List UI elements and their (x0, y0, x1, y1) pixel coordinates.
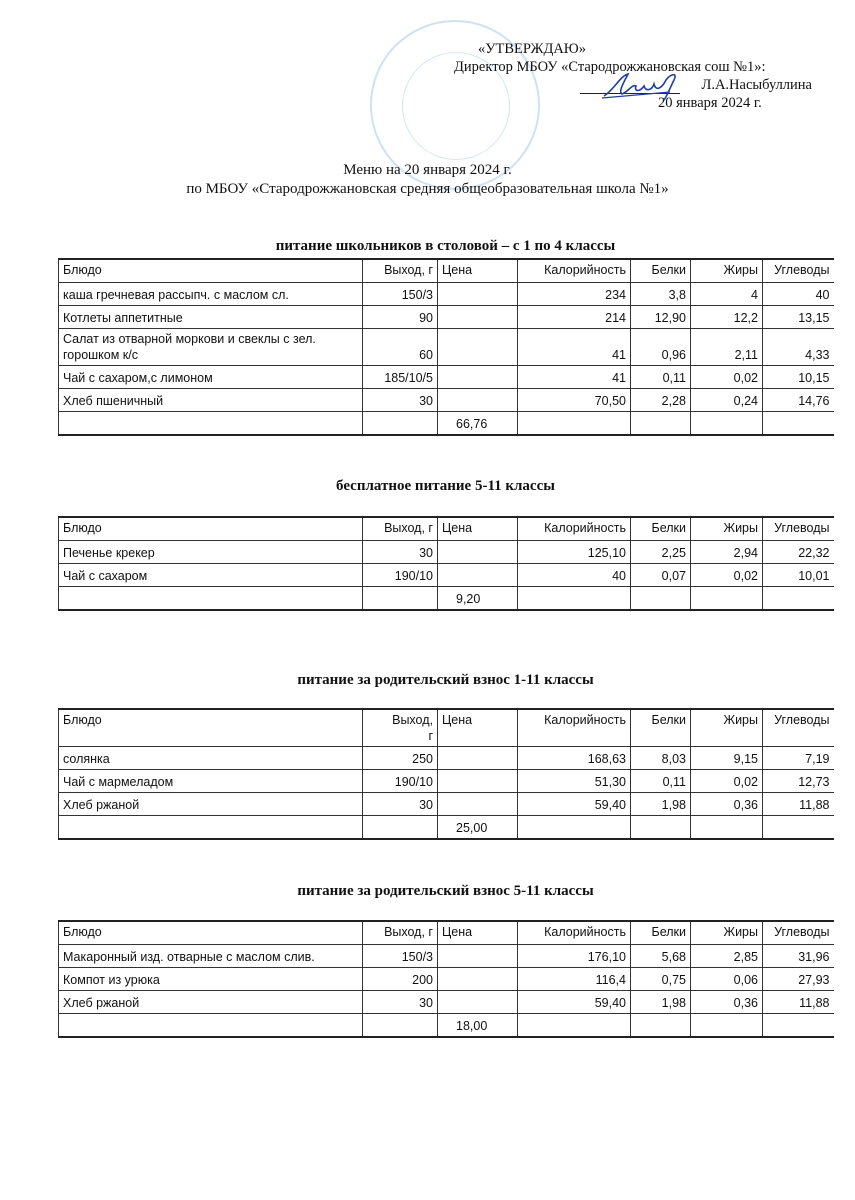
col-price: Цена (438, 709, 518, 747)
table-row (59, 991, 834, 1014)
kcal: 70,50 (518, 389, 631, 412)
signature-icon (600, 70, 690, 102)
protein: 5,68 (631, 945, 691, 968)
dish: Хлеб ржаной (59, 991, 363, 1014)
price (438, 366, 518, 389)
output: 150/3 (363, 945, 438, 968)
approval-position: Директор МБОУ «Стародрожжановская сош №1»: (454, 59, 766, 75)
price (438, 793, 518, 816)
kcal: 40 (518, 564, 631, 587)
dish: Чай с сахаром,с лимоном (59, 366, 363, 389)
section-title-2: бесплатное питание 5-11 классы (336, 478, 555, 494)
fat: 2,11 (691, 329, 763, 366)
col-protein: Белки (631, 921, 691, 945)
col-kcal: Калорийность (518, 259, 631, 283)
total-price: 66,76 (438, 412, 518, 436)
price (438, 945, 518, 968)
col-protein: Белки (631, 259, 691, 283)
dish: Чай с сахаром (59, 564, 363, 587)
protein: 2,25 (631, 541, 691, 564)
fat: 0,36 (691, 793, 763, 816)
col-price: Цена (438, 921, 518, 945)
col-price: Цена (438, 517, 518, 541)
fat: 2,85 (691, 945, 763, 968)
kcal: 41 (518, 366, 631, 389)
section-title-3: питание за родительский взнос 1-11 классы (297, 672, 594, 688)
col-protein: Белки (631, 709, 691, 747)
carbs: 13,15 (763, 306, 834, 329)
col-dish: Блюдо (59, 709, 363, 747)
dish: Печенье крекер (59, 541, 363, 564)
protein: 12,90 (631, 306, 691, 329)
price (438, 564, 518, 587)
col-output: Выход, г (363, 709, 438, 747)
kcal: 59,40 (518, 793, 631, 816)
total-price: 9,20 (438, 587, 518, 611)
menu-table-free-5-11 (58, 516, 834, 611)
price (438, 968, 518, 991)
output: 30 (363, 793, 438, 816)
total-row (59, 587, 834, 611)
col-output: Выход, г (363, 517, 438, 541)
approval-name: Л.А.Насыбуллина (701, 77, 812, 93)
col-price: Цена (438, 259, 518, 283)
approval-heading: «УТВЕРЖДАЮ» (478, 41, 586, 57)
menu-title: Меню на 20 января 2024 г. (343, 162, 512, 178)
kcal: 168,63 (518, 747, 631, 770)
protein: 0,11 (631, 366, 691, 389)
col-carbs: Углеводы (763, 517, 834, 541)
protein: 0,75 (631, 968, 691, 991)
protein: 0,11 (631, 770, 691, 793)
col-kcal: Калорийность (518, 921, 631, 945)
col-dish: Блюдо (59, 517, 363, 541)
carbs: 10,15 (763, 366, 834, 389)
price (438, 747, 518, 770)
col-carbs: Углеводы (763, 709, 834, 747)
dish: каша гречневая рассыпч. с маслом сл. (59, 283, 363, 306)
table-row (59, 541, 834, 564)
price (438, 329, 518, 366)
dish: Чай с мармеладом (59, 770, 363, 793)
fat: 0,02 (691, 366, 763, 389)
dish: Котлеты аппетитные (59, 306, 363, 329)
carbs: 22,32 (763, 541, 834, 564)
protein: 8,03 (631, 747, 691, 770)
output: 90 (363, 306, 438, 329)
col-dish: Блюдо (59, 921, 363, 945)
output: 30 (363, 541, 438, 564)
table-row (59, 389, 834, 412)
kcal: 234 (518, 283, 631, 306)
table-row (59, 968, 834, 991)
total-price: 18,00 (438, 1014, 518, 1038)
output: 185/10/5 (363, 366, 438, 389)
approval-date: 20 января 2024 г. (658, 95, 762, 111)
fat: 0,06 (691, 968, 763, 991)
carbs: 10,01 (763, 564, 834, 587)
output: 30 (363, 991, 438, 1014)
output: 60 (363, 329, 438, 366)
carbs: 31,96 (763, 945, 834, 968)
table-row (59, 283, 834, 306)
table-header (59, 709, 834, 747)
menu-table-parental-1-11 (58, 708, 834, 840)
col-fat: Жиры (691, 517, 763, 541)
col-output: Выход, г (363, 259, 438, 283)
total-row (59, 412, 834, 436)
fat: 9,15 (691, 747, 763, 770)
table-header (59, 517, 834, 541)
table-row (59, 945, 834, 968)
output: 30 (363, 389, 438, 412)
section-title-4: питание за родительский взнос 5-11 классы (297, 883, 594, 899)
output: 150/3 (363, 283, 438, 306)
carbs: 14,76 (763, 389, 834, 412)
protein: 2,28 (631, 389, 691, 412)
dish: Макаронный изд. отварные с маслом слив. (59, 945, 363, 968)
kcal: 51,30 (518, 770, 631, 793)
fat: 2,94 (691, 541, 763, 564)
total-row (59, 1014, 834, 1038)
table-row (59, 564, 834, 587)
fat: 0,36 (691, 991, 763, 1014)
table-row (59, 770, 834, 793)
fat: 4 (691, 283, 763, 306)
col-dish: Блюдо (59, 259, 363, 283)
protein: 0,07 (631, 564, 691, 587)
fat: 12,2 (691, 306, 763, 329)
col-carbs: Углеводы (763, 259, 834, 283)
dish: солянка (59, 747, 363, 770)
table-row (59, 747, 834, 770)
protein: 1,98 (631, 991, 691, 1014)
protein: 3,8 (631, 283, 691, 306)
kcal: 214 (518, 306, 631, 329)
total-row (59, 816, 834, 840)
col-kcal: Калорийность (518, 517, 631, 541)
dish: Хлеб ржаной (59, 793, 363, 816)
dish: Хлеб пшеничный (59, 389, 363, 412)
carbs: 40 (763, 283, 834, 306)
kcal: 176,10 (518, 945, 631, 968)
output: 200 (363, 968, 438, 991)
total-price: 25,00 (438, 816, 518, 840)
fat: 0,24 (691, 389, 763, 412)
table-header (59, 921, 834, 945)
price (438, 991, 518, 1014)
kcal: 125,10 (518, 541, 631, 564)
carbs: 7,19 (763, 747, 834, 770)
carbs: 11,88 (763, 793, 834, 816)
col-kcal: Калорийность (518, 709, 631, 747)
output: 190/10 (363, 564, 438, 587)
table-row (59, 329, 834, 366)
col-output: Выход, г (363, 921, 438, 945)
col-fat: Жиры (691, 259, 763, 283)
section-title-1: питание школьников в столовой – с 1 по 4 классы (275, 238, 616, 254)
dish: Салат из отварной моркови и свеклы с зел. горошком к/с (59, 329, 363, 366)
fat: 0,02 (691, 564, 763, 587)
table-row (59, 366, 834, 389)
price (438, 389, 518, 412)
fat: 0,02 (691, 770, 763, 793)
col-fat: Жиры (691, 709, 763, 747)
price (438, 283, 518, 306)
price (438, 306, 518, 329)
menu-subtitle: по МБОУ «Стародрожжановская средняя общеобразовательная школа №1» (186, 181, 669, 197)
protein: 0,96 (631, 329, 691, 366)
price (438, 770, 518, 793)
carbs: 4,33 (763, 329, 834, 366)
menu-table-grades-1-4 (58, 258, 834, 436)
table-row (59, 793, 834, 816)
table-row (59, 306, 834, 329)
kcal: 59,40 (518, 991, 631, 1014)
carbs: 27,93 (763, 968, 834, 991)
col-fat: Жиры (691, 921, 763, 945)
price (438, 541, 518, 564)
output: 190/10 (363, 770, 438, 793)
col-protein: Белки (631, 517, 691, 541)
carbs: 11,88 (763, 991, 834, 1014)
output: 250 (363, 747, 438, 770)
table-header (59, 259, 834, 283)
dish: Компот из урюка (59, 968, 363, 991)
protein: 1,98 (631, 793, 691, 816)
kcal: 116,4 (518, 968, 631, 991)
col-carbs: Углеводы (763, 921, 834, 945)
kcal: 41 (518, 329, 631, 366)
carbs: 12,73 (763, 770, 834, 793)
menu-table-parental-5-11 (58, 920, 834, 1038)
